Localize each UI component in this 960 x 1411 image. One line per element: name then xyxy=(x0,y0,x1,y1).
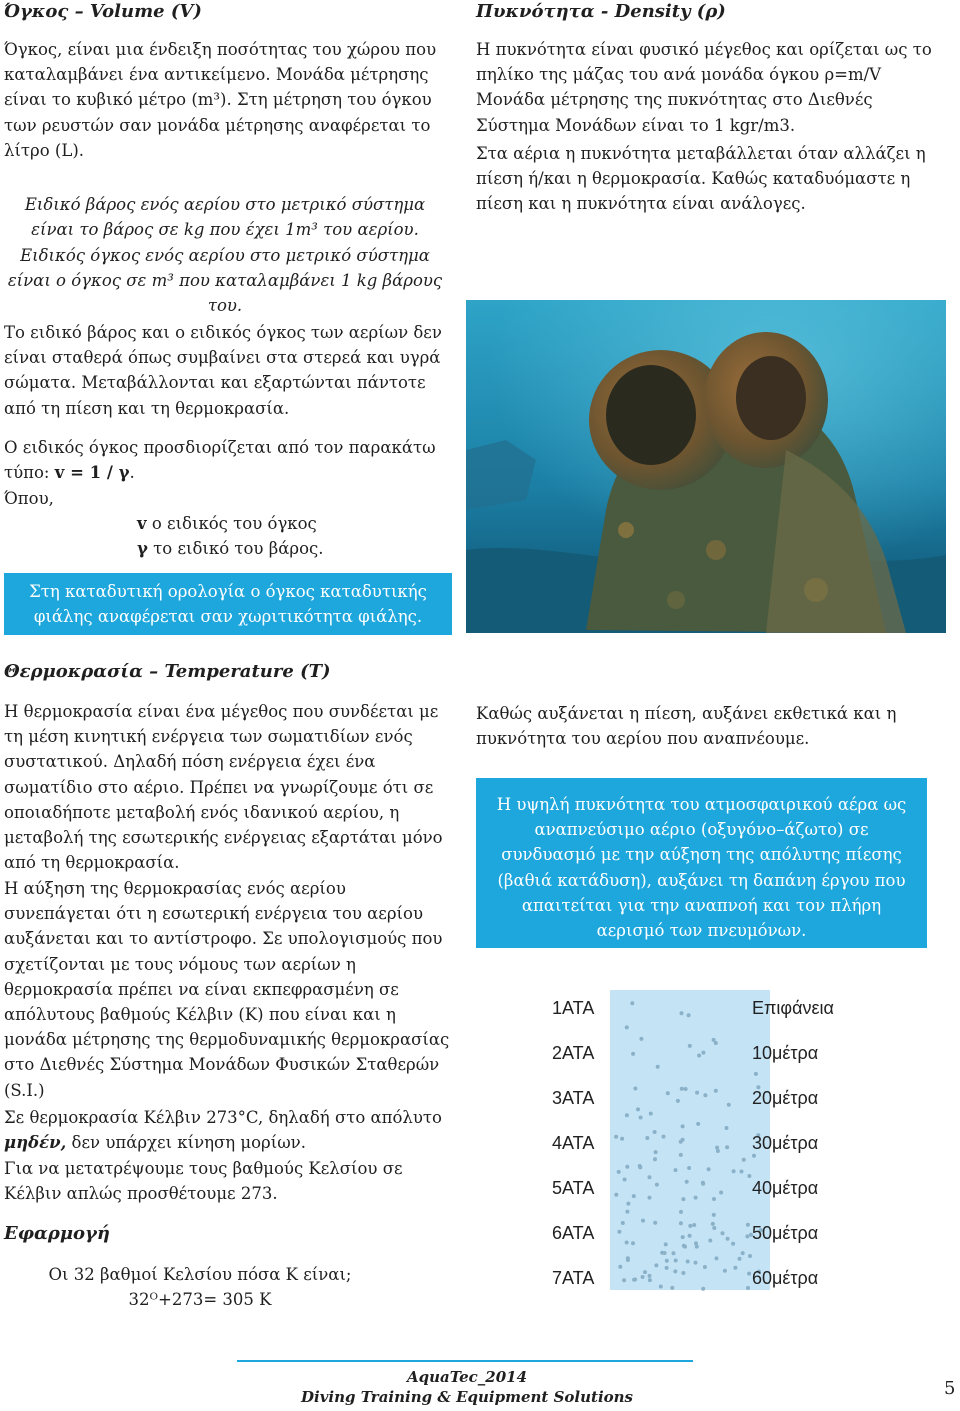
bubble-dot xyxy=(681,1235,685,1239)
bubble-dot xyxy=(714,1041,718,1045)
bubble-dot xyxy=(733,1266,737,1270)
definition-v-text: ο ειδικός του όγκος xyxy=(146,514,317,533)
density-definition: Η πυκνότητα είναι φυσικό μέγεθος και ορίζεται ως το πηλίκο της μάζας του ανά μονάδα όγκου ρ=m/V Μονάδα μέτρησης της πυκνότητας στο Διεθνές Σύστημα Μονάδων είναι το 1 kgr/m3. xyxy=(476,40,932,135)
bubble-dot xyxy=(617,1170,621,1174)
bubble-dot xyxy=(614,1135,618,1139)
bubble-dot xyxy=(638,1164,642,1168)
bubble-dot xyxy=(708,1239,712,1243)
bubble-dot xyxy=(748,1254,752,1258)
bubble-dot xyxy=(754,1072,758,1076)
bubble-dot xyxy=(654,1263,658,1267)
bubble-dot xyxy=(711,1222,715,1226)
bubble-dot xyxy=(664,1242,668,1246)
bubble-dot xyxy=(692,1223,696,1227)
bubble-dot xyxy=(641,1219,645,1223)
application-answer: 32ᴼ+273= 305 K xyxy=(128,1290,272,1309)
bubble-dot xyxy=(719,1191,723,1195)
bubble-dot xyxy=(688,1234,692,1238)
pressure-label: 7ATA xyxy=(552,1268,595,1288)
depth-label: 50μέτρα xyxy=(752,1223,819,1243)
bubble-dot xyxy=(716,1149,720,1153)
bubble-dot xyxy=(701,1182,705,1186)
bubble-dot xyxy=(715,1256,719,1260)
bubble-dot xyxy=(665,1266,669,1270)
bubble-dot xyxy=(681,1124,685,1128)
bubble-dot xyxy=(632,1194,636,1198)
bubble-dot xyxy=(654,1150,658,1154)
bubble-dot xyxy=(687,1166,691,1170)
absolute-zero-end: δεν υπάρχει κίνηση μορίων. xyxy=(66,1133,306,1153)
bubble-dot xyxy=(676,1099,680,1103)
bubble-dot xyxy=(742,1158,746,1162)
depth-label: 20μέτρα xyxy=(752,1088,819,1108)
volume-gas-paragraph: Το ειδικό βάρος και ο ειδικός όγκος των αερίων δεν είναι σταθερά όπως συμβαίνει στα στερεά και υγρά σώματα. Μεταβάλλονται και εξαρτώνται πάντοτε από τη πίεση και τη θερμοκρασία. xyxy=(4,323,442,418)
bubble-dot xyxy=(614,1193,618,1197)
bubble-dot xyxy=(701,1051,705,1055)
depth-pressure-diagram xyxy=(540,990,870,1295)
specific-weight-definition: Ειδικό βάρος ενός αερίου στο μετρικό σύστημα είναι το βάρος σε kg που έχει 1m³ του αερίου. xyxy=(24,195,426,240)
bubble-dot xyxy=(636,1107,640,1111)
bubble-dot xyxy=(648,1175,652,1179)
bubble-dot xyxy=(653,1157,657,1161)
volume-title: Όγκος – Volume (V) xyxy=(4,1,202,22)
bubble-dot xyxy=(680,1011,684,1015)
bubble-dot xyxy=(645,1136,649,1140)
depth-label: 30μέτρα xyxy=(752,1133,819,1153)
celsius-to-kelvin-paragraph: Για να μετατρέψουμε τους βαθμούς Κελσίου σε Κέλβιν απλώς προσθέτουμε 273. xyxy=(4,1159,403,1204)
bubble-dot xyxy=(746,1286,750,1290)
bubble-dot xyxy=(625,1210,629,1214)
bubble-dot xyxy=(738,1257,742,1261)
bubble-dot xyxy=(686,1260,690,1264)
bubble-dot xyxy=(643,1270,647,1274)
bubble-dot xyxy=(727,1103,731,1107)
bubble-dot xyxy=(656,1065,660,1069)
pressure-label: 1ATA xyxy=(552,998,595,1018)
pressure-label: 5ATA xyxy=(552,1178,595,1198)
bubble-dot xyxy=(625,1241,629,1245)
formula: v = 1 / γ xyxy=(54,463,130,483)
bubble-dot xyxy=(725,1126,729,1130)
density-gas-paragraph: Στα αέρια η πυκνότητα μεταβάλλεται όταν αλλάζει η πίεση ή/και η θερμοκρασία. Καθώς καταδυόμαστε η πίεση και η πυκνότητα είναι ανάλογες. xyxy=(476,144,926,214)
bubble-dot xyxy=(721,1231,725,1235)
bubble-dot xyxy=(694,1261,698,1265)
depth-label: 60μέτρα xyxy=(752,1268,819,1288)
density-title: Πυκνότητα - Density (ρ) xyxy=(476,1,726,22)
depth-label: 10μέτρα xyxy=(752,1043,819,1063)
bubble-dot xyxy=(740,1170,744,1174)
bubble-dot xyxy=(666,1091,670,1095)
bubble-dot xyxy=(687,1013,691,1017)
pressure-label: 4ATA xyxy=(552,1133,595,1153)
bubble-dot xyxy=(674,1168,678,1172)
bubble-dot xyxy=(639,1116,643,1120)
bubble-dot xyxy=(681,1197,685,1201)
bubble-dot xyxy=(725,1145,729,1149)
bubble-dot xyxy=(621,1221,625,1225)
bubble-dot xyxy=(684,1087,688,1091)
bubble-dot xyxy=(752,1154,756,1158)
bubble-dot xyxy=(726,1237,730,1241)
bubble-dot xyxy=(679,1221,683,1225)
bubble-dot xyxy=(653,1130,657,1134)
bubble-dot xyxy=(707,1167,711,1171)
bubble-dot xyxy=(653,1221,657,1225)
bubble-dot xyxy=(626,1202,630,1206)
bubble-dot xyxy=(688,1224,692,1228)
bubble-dot xyxy=(648,1278,652,1282)
bubble-dot xyxy=(620,1137,624,1141)
bubble-dot xyxy=(618,1265,622,1269)
bubble-dot xyxy=(712,1197,716,1201)
bubble-dot xyxy=(665,1259,669,1263)
footer-rule xyxy=(237,1360,693,1362)
bubble-dot xyxy=(696,1122,700,1126)
bubble-dot xyxy=(712,1213,716,1217)
bubble-dot xyxy=(683,1245,687,1249)
specific-volume-definition: Ειδικός όγκος ενός αερίου στο μετρικό σύστημα είναι ο όγκος σε m³ που καταλαμβάνει 1 kg βάρους του. xyxy=(7,246,443,316)
bubble-dot xyxy=(626,1258,630,1262)
bubble-dot xyxy=(723,1269,727,1273)
pressure-label: 3ATA xyxy=(552,1088,595,1108)
bubble-dot xyxy=(631,1052,635,1056)
volume-definition: Όγκος, είναι μια ένδειξη ποσότητας του χώρου που καταλαμβάνει ένα αντικείμενο. Μονάδα μέτρησης είναι το κυβικό μέτρο (m³). Στη μέτρηση του όγκου των ρευστών σαν μονάδα μέτρησης αναφέρεται το λίτρο (L). xyxy=(4,40,437,160)
bubble-dot xyxy=(625,1165,629,1169)
pressure-density-paragraph: Καθώς αυξάνεται η πίεση, αυξάνει εκθετικά και η πυκνότητα του αερίου που αναπνέουμε. xyxy=(476,704,897,749)
depth-label: 40μέτρα xyxy=(752,1178,819,1198)
specific-volume-formula-paragraph xyxy=(4,435,444,485)
shipwreck-photo xyxy=(466,300,946,633)
bubble-dot xyxy=(623,1178,627,1182)
temperature-title: Θερμοκρασία – Temperature (T) xyxy=(4,661,331,682)
bubble-dot xyxy=(648,1196,652,1200)
bubble-dot xyxy=(697,1054,701,1058)
bubble-dot xyxy=(622,1278,626,1282)
bubble-dot xyxy=(688,1044,692,1048)
bubble-dot xyxy=(655,1183,659,1187)
temperature-kelvin-paragraph: Η αύξηση της θερμοκρασίας ενός αερίου συνεπάγεται ότι η εσωτερική ενέργεια του αερίου αυξάνεται και το αντίστροφο. Σε υπολογισμούς που σχετίζονται με τους νόμους των αερίων η θερμοκρασία πρέπει να είναι εκπεφρασμένη σε απόλυτους βαθμούς Κέλβιν (K) που είναι και η μονάδα μέτρησης της θερμοδυναμικής θερμοκρασίας στο Διεθνές Σύστημα Μονάδων Φυσικών Σταθερών (S.I.) xyxy=(4,879,450,1100)
bubble-dot xyxy=(630,1001,634,1005)
formula-intro: Ο ειδικός όγκος προσδιορίζεται από τον παρακάτω τύπο: xyxy=(4,438,436,483)
temperature-definition: Η θερμοκρασία είναι ένα μέγεθος που συνδέεται με τη μέση κινητική ενέργεια των σωματιδίων ενός συστατικού. Δηλαδή πόση ενέργεια έχει ένα σωματίδιο στο αέριο. Πρέπει να γνωρίζουμε ότι σε οποιαδήποτε μεταβολή ενός ιδανικού αερίου, η μεταβολή της εσωτερικής ενέργειας εξαρτάται μόνο από τη θερμοκρασία. xyxy=(4,702,443,873)
bubble-dot xyxy=(633,1278,637,1282)
footer-tagline: Diving Training & Equipment Solutions xyxy=(300,1388,634,1406)
pressure-label: 6ATA xyxy=(552,1223,595,1243)
bubble-dot xyxy=(732,1169,736,1173)
definition-gamma xyxy=(137,536,324,561)
bubble-dot xyxy=(670,1286,674,1290)
bubble-dot xyxy=(617,1230,621,1234)
symbol-gamma: γ xyxy=(137,539,148,558)
formula-end: . xyxy=(129,463,135,483)
bubble-dot xyxy=(695,1091,699,1095)
shipwreck-photo-image xyxy=(466,300,946,633)
bubble-dot xyxy=(694,1196,698,1200)
bubble-dot xyxy=(745,1234,749,1238)
bubble-dot xyxy=(746,1223,750,1227)
bubble-dot xyxy=(641,1275,645,1279)
depth-label: Επιφάνεια xyxy=(752,998,834,1018)
bubble-dot xyxy=(747,1174,751,1178)
bubble-dot xyxy=(712,1226,716,1230)
bubble-dot xyxy=(625,1113,629,1117)
absolute-zero-paragraph xyxy=(4,1105,454,1155)
bubble-dot xyxy=(679,1210,683,1214)
bubble-dot xyxy=(633,1087,637,1091)
pressure-label: 2ATA xyxy=(552,1043,595,1063)
volume-highlight-box: Στη καταδυτική ορολογία ο όγκος καταδυτικής φιάλης αναφέρεται σαν χωριτικότητα φιάλης. xyxy=(4,573,452,635)
bubble-dot xyxy=(672,1251,676,1255)
bubble-dot xyxy=(714,1089,718,1093)
definition-gamma-text: το ειδικό του βάρος. xyxy=(147,539,324,558)
bubble-dot xyxy=(673,1269,677,1273)
bubble-dot xyxy=(662,1135,666,1139)
bubble-dot xyxy=(631,1241,635,1245)
symbol-v: v xyxy=(137,514,147,533)
page-number: 5 xyxy=(944,1378,956,1399)
bubble-dot xyxy=(679,1153,683,1157)
bubble-dot xyxy=(625,1025,629,1029)
density-highlight-box: Η υψηλή πυκνότητα του ατμοσφαιρικού αέρα ως αναπνεύσιμο αέριο (οξυγόνο–άζωτο) σε συνδυασμό με την αύξηση της απόλυτης πίεσης (βαθιά κατάδυση), αυξάνει τη δαπάνη έργου που απαιτείται για την αναπνοή και τον πλήρη αερισμό των πνευμόνων. xyxy=(476,778,927,948)
bubble-dot xyxy=(695,1245,699,1249)
bubble-dot xyxy=(680,1087,684,1091)
bubble-dot xyxy=(674,1259,678,1263)
bubble-dot xyxy=(648,1274,652,1278)
application-question: Οι 32 βαθμοί Κελσίου πόσα K είναι; xyxy=(48,1265,352,1284)
bubble-dot xyxy=(659,1285,663,1289)
footer-brand: AquaTec_2014 xyxy=(406,1368,528,1386)
bubble-dot xyxy=(715,1146,719,1150)
bubble-dot xyxy=(747,1272,751,1276)
bubble-dot xyxy=(639,1037,643,1041)
application-title: Εφαρμογή xyxy=(4,1223,110,1244)
bubble-dot xyxy=(703,1265,707,1269)
bubble-dot xyxy=(685,1180,689,1184)
where-label: Όπου, xyxy=(4,489,54,508)
absolute-zero-text: Σε θερμοκρασία Κέλβιν 273°C, δηλαδή στο απόλυτο xyxy=(4,1108,442,1127)
bubble-dot xyxy=(741,1251,745,1255)
definition-v xyxy=(137,511,317,536)
bubble-dot xyxy=(701,1287,705,1291)
bubble-dot xyxy=(703,1093,707,1097)
bubble-dot xyxy=(681,1271,685,1275)
bubble-dot xyxy=(681,1138,685,1142)
bubble-dot xyxy=(731,1242,735,1246)
bubble-dot xyxy=(649,1112,653,1116)
absolute-zero-emphasis: μηδέν, xyxy=(4,1133,67,1153)
bubble-dot xyxy=(663,1251,667,1255)
